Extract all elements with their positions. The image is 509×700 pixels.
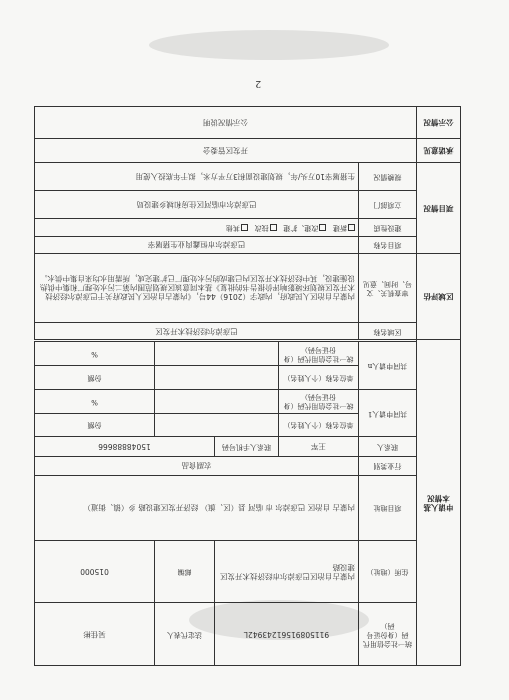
project-name-label: 项目名称	[359, 236, 417, 253]
scale-value: 生猪屠宰10万头/年，规划建设面积3万平方米，拟于年底投入使用	[35, 163, 359, 191]
unit-name-label: 单位名称（个人姓名）	[279, 366, 359, 390]
unit-name-label: 单位名称（个人姓名）	[279, 413, 359, 437]
phone-label: 联系人手机号码	[215, 437, 279, 456]
industry-label: 行业类别	[359, 456, 417, 475]
postcode-value: 015000	[35, 540, 155, 603]
project-location-value: 内蒙古 自治区 巴彦淖尔 市 临河 县（区、旗） 经济开发区建设路 乡（镇、街道）	[35, 476, 359, 541]
section-project: 项目情况	[417, 163, 461, 254]
nature-option-expand: 改建、扩建	[283, 223, 319, 232]
co-applicant-1-label: 共同申请人1	[359, 389, 417, 436]
area-name-value: 巴彦淖尔经济技术开发区	[35, 322, 359, 339]
page-number: 2	[255, 78, 261, 90]
checkbox-icon	[348, 224, 355, 231]
address-value: 内蒙古自治区巴彦淖尔市经济技术开发区建设路	[215, 540, 359, 603]
phone-value: 15048888666	[35, 437, 215, 456]
credit-code-label-short: 统一社会信用代码（身份证号码）	[279, 342, 359, 366]
section-region: 区域评估	[417, 253, 461, 339]
project-location-label: 项目地址	[359, 476, 417, 541]
nature-option-tech: 技改	[254, 223, 269, 232]
publicity-value: 公示情况说明	[35, 107, 417, 139]
nature-option-other: 其他	[225, 223, 240, 232]
contact-label: 联系人	[359, 437, 417, 456]
project-name-value: 巴彦淖尔市恒鑫肉业生猪屠宰	[35, 236, 359, 253]
section-applicant: 申请人基本情况	[417, 340, 461, 666]
nature-label: 建设性质	[359, 219, 417, 236]
review-value: 内蒙古自治区人民政府，内政字（2016）44号，《内蒙古自治区人民政府关于巴彦淖尔经济技术开发区规划环境影响评价报告书的批复》基本同意该区规划范围内第二污水处理厂和集中供热设施建设，其中经济技术开发区内已建成的污水处理厂已扩建完成，所需用水均来自集中供水。	[35, 253, 359, 322]
checkbox-icon	[319, 224, 326, 231]
credit-code-label-short: 统一社会信用代码（身份证号码）	[279, 389, 359, 413]
legal-rep-label: 法定代表人	[155, 603, 215, 666]
legal-rep-value: 吴佳彬	[35, 603, 155, 666]
commitment-value: 开发区管委会	[35, 139, 417, 163]
percent-sign: %	[35, 342, 155, 366]
commitment-label: 承诺意见	[417, 139, 461, 163]
scan-smudge	[149, 30, 389, 60]
application-form-table	[35, 106, 461, 666]
postcode-label: 邮编	[155, 540, 215, 603]
industry-value: 农副食品	[35, 456, 359, 475]
share-label: 份额	[35, 366, 155, 390]
co-applicant-n-label: 共同申请人n	[359, 342, 417, 389]
credit-code-label: 统一社会信用代码（身份证号码）	[359, 603, 417, 666]
percent-sign: %	[35, 389, 155, 413]
authority-value: 巴彦淖尔市临河区住房和城乡建设局	[35, 191, 359, 219]
share-label: 份额	[35, 413, 155, 437]
checkbox-icon	[270, 224, 277, 231]
checkbox-icon	[241, 224, 248, 231]
review-label: 审查机关、文号、时间、意见	[359, 253, 417, 322]
publicity-label: 公示情况	[417, 107, 461, 139]
scale-label: 规模情况	[359, 163, 417, 191]
area-name-label: 区域名称	[359, 322, 417, 339]
authority-label: 立项部门	[359, 191, 417, 219]
credit-code-value: 91150891561243942L	[215, 603, 359, 666]
contact-value: 王军	[279, 437, 359, 456]
nature-option-new: 新建	[333, 223, 347, 232]
address-label: 住所（地址）	[359, 540, 417, 603]
